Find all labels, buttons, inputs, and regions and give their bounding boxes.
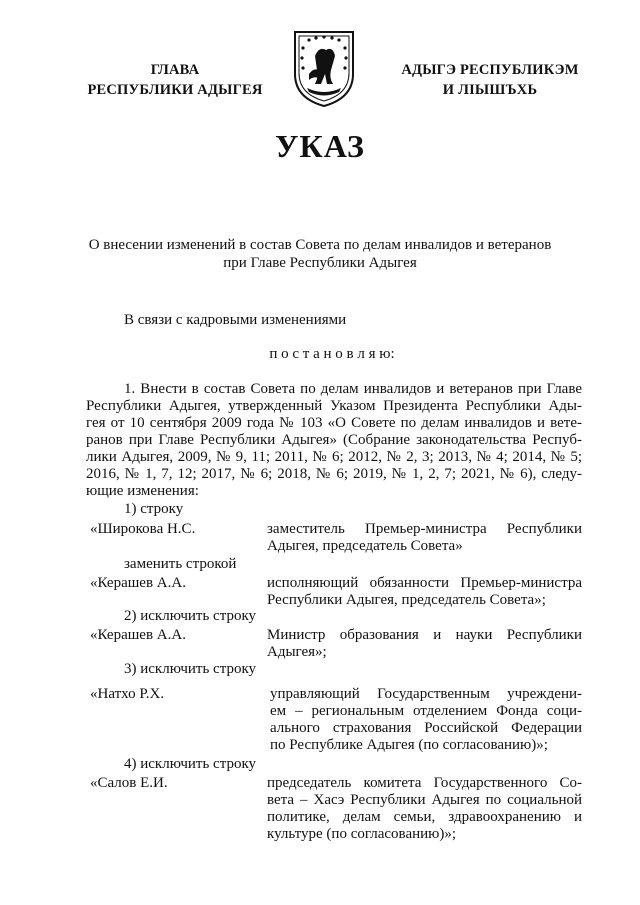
item-3-description <box>270 686 582 754</box>
replacement-step: заменить строкой <box>124 556 237 572</box>
item-2-step: 2) исключить строку <box>124 608 257 624</box>
paragraph-1-line: Республики Адыгея, утвержденный Указом Президента Республики Ады- <box>86 398 582 414</box>
replacement-description-line: Республики Адыгея, председатель Совета»; <box>267 592 546 608</box>
paragraph-1-line: 2016, № 1, 7, 12; 2017, № 6; 2018, № 6; 2019, № 1, 2, 7; 2021, № 6), следу- <box>86 466 582 482</box>
header-right-line1: АДЫГЭ РЕСПУБЛИКЭМ <box>401 62 579 78</box>
replacement-description <box>267 575 582 609</box>
item-3-description-line: ального страхования Российской Федерации <box>270 720 582 736</box>
paragraph-1-line: лики Адыгея, 2009, № 9, 11; 2011, № 6; 2012, № 2, 3; 2013, № 4; 2014, № 5; <box>86 449 582 465</box>
item-1-step: 1) строку <box>124 501 184 517</box>
header-left-line2: РЕСПУБЛИКИ АДЫГЕЯ <box>87 82 263 98</box>
item-2-name: «Керашев А.А. <box>90 627 186 643</box>
item-4-description-line: культуре (по согласованию)»; <box>267 826 457 842</box>
decree-word: п о с т а н о в л я ю: <box>269 346 395 362</box>
preamble: В связи с кадровыми изменениями <box>124 312 347 328</box>
item-3-description-line: ем – региональным отделением Фонда соци- <box>270 703 582 719</box>
item-2-description-line: Адыгея»; <box>267 644 327 660</box>
paragraph-1 <box>86 381 582 500</box>
item-1-description-line: заместитель Премьер-министра Республики <box>267 521 582 537</box>
item-4-description-line: политике, делам семьи, здравоохранению и <box>267 809 582 825</box>
item-4-name: «Салов Е.И. <box>90 775 168 791</box>
item-2-description-line: Министр образования и науки Республики <box>267 627 582 643</box>
paragraph-1-line: ранов при Главе Республики Адыгея» (Собрание законодательства Респуб- <box>86 432 582 448</box>
item-1-description-line: Адыгея, председатель Совета» <box>267 538 463 554</box>
header-left <box>70 60 280 100</box>
decree-title-line1: О внесении изменений в состав Совета по делам инвалидов и ветеранов <box>88 237 552 253</box>
adygea-coat-of-arms-icon <box>289 26 359 110</box>
item-3-name: «Натхо Р.Х. <box>90 686 165 702</box>
item-3-description-line: управляющий Государственным учреждени- <box>270 686 582 702</box>
decree-title-line2: при Главе Республики Адыгея <box>223 255 417 271</box>
paragraph-1-line: ющие изменения: <box>86 483 199 499</box>
header-left-line1: ГЛАВА <box>150 62 200 78</box>
item-4-description <box>267 775 582 843</box>
item-1-description <box>267 521 582 555</box>
item-3-step: 3) исключить строку <box>124 661 257 677</box>
item-2-description <box>267 627 582 661</box>
replacement-name: «Керашев А.А. <box>90 575 186 591</box>
replacement-description-line: исполняющий обязанности Премьер-министра <box>267 575 582 591</box>
paragraph-1-line: гея от 10 сентября 2009 года № 103 «О Совете по делам инвалидов и вете- <box>86 415 582 431</box>
item-1-name: «Широкова Н.С. <box>90 521 196 537</box>
item-4-description-line: вета – Хасэ Республики Адыгея по социальной <box>267 792 582 808</box>
document-type-heading: УКАЗ <box>275 128 365 164</box>
item-4-description-line: председатель комитета Государственного Со- <box>267 775 582 791</box>
item-3-description-line: по Республике Адыгея (по согласованию)»; <box>270 737 548 753</box>
header-right-line2: И ЛІЫШЪХЬ <box>442 82 538 98</box>
paragraph-1-line: 1. Внести в состав Совета по делам инвалидов и ветеранов при Главе <box>124 381 582 397</box>
header-right <box>380 60 600 100</box>
item-4-step: 4) исключить строку <box>124 756 257 772</box>
